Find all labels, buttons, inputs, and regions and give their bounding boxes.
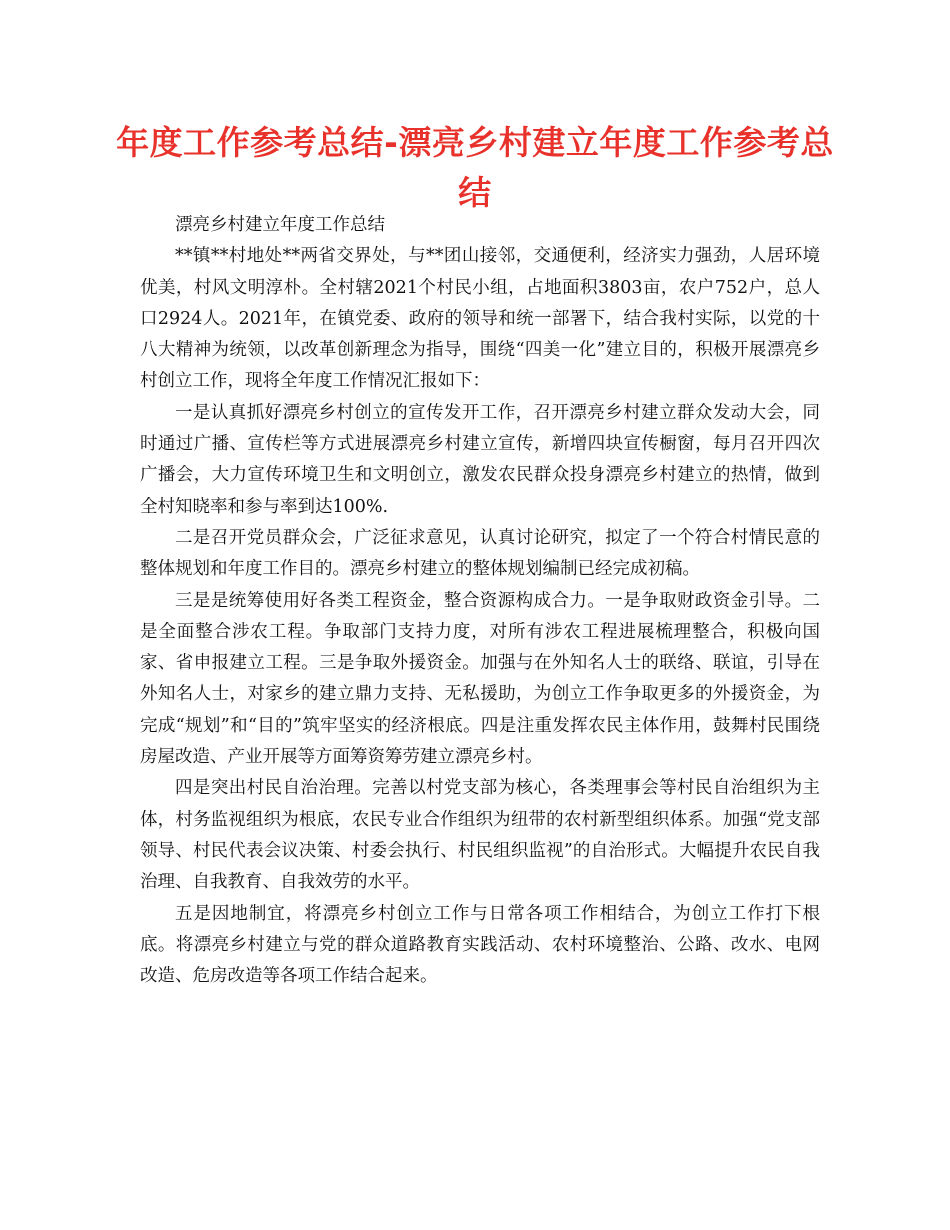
- paragraph-funding: 三是是统筹使用好各类工程资金，整合资源构成合力。一是争取财政资金引导。二是全面整合涉农工程。争取部门支持力度，对所有涉农工程进展梳理整合，积极向国家、省申报建立工程。三是争取外援资金。加强与在外知名人士的联络、联谊，引导在外知名人士，对家乡的建立鼎力支持、无私援助，为创立工作争取更多的外援资金，为完成“规划”和“目的”筑牢坚实的经济根底。四是注重发挥农民主体作用，鼓舞村民围绕房屋改造、产业开展等方面筹资筹劳建立漂亮乡村。: [140, 590, 820, 768]
- paragraph-planning: 二是召开党员群众会，广泛征求意见，认真讨论研究，拟定了一个符合村情民意的整体规划和年度工作目的。漂亮乡村建立的整体规划编制已经完成初稿。: [140, 527, 820, 580]
- document-subtitle: 漂亮乡村建立年度工作总结: [175, 215, 385, 235]
- paragraph-self-governance: 四是突出村民自治治理。完善以村党支部为核心，各类理事会等村民自治组织为主体，村务监视组织为根底，农民专业合作组织为纽带的农村新型组织体系。加强“党支部领导、村民代表会议决策、村委会执行、村民组织监视”的自治形式。大幅提升农民自我治理、自我教育、自我效劳的水平。: [140, 778, 820, 893]
- document-title: 年度工作参考总结-漂亮乡村建立年度工作参考总结: [116, 123, 834, 212]
- document-body: [140, 210, 820, 992]
- paragraph-publicity: 一是认真抓好漂亮乡村创立的宣传发开工作，召开漂亮乡村建立群众发动大会，同时通过广播、宣传栏等方式进展漂亮乡村建立宣传，新增四块宣传橱窗，每月召开四次广播会，大力宣传环境卫生和文明创立，激发农民群众投身漂亮乡村建立的热情，做到全村知晓率和参与率到达100%.: [140, 402, 820, 517]
- paragraph-integration: 五是因地制宜，将漂亮乡村创立工作与日常各项工作相结合，为创立工作打下根底。将漂亮乡村建立与党的群众道路教育实践活动、农村环境整治、公路、改水、电网改造、危房改造等各项工作结合起来。: [140, 903, 820, 987]
- paragraph-intro: **镇**村地处**两省交界处，与**团山接邻，交通便利，经济实力强劲，人居环境优美，村风文明淳朴。全村辖2021个村民小组，占地面积3803亩，农户752户，总人口2924人。2021年，在镇党委、政府的领导和统一部署下，结合我村实际，以党的十八大精神为统领，以改革创新理念为指导，围绕“四美一化”建立目的，积极开展漂亮乡村创立工作，现将全年度工作情况汇报如下：: [140, 246, 820, 392]
